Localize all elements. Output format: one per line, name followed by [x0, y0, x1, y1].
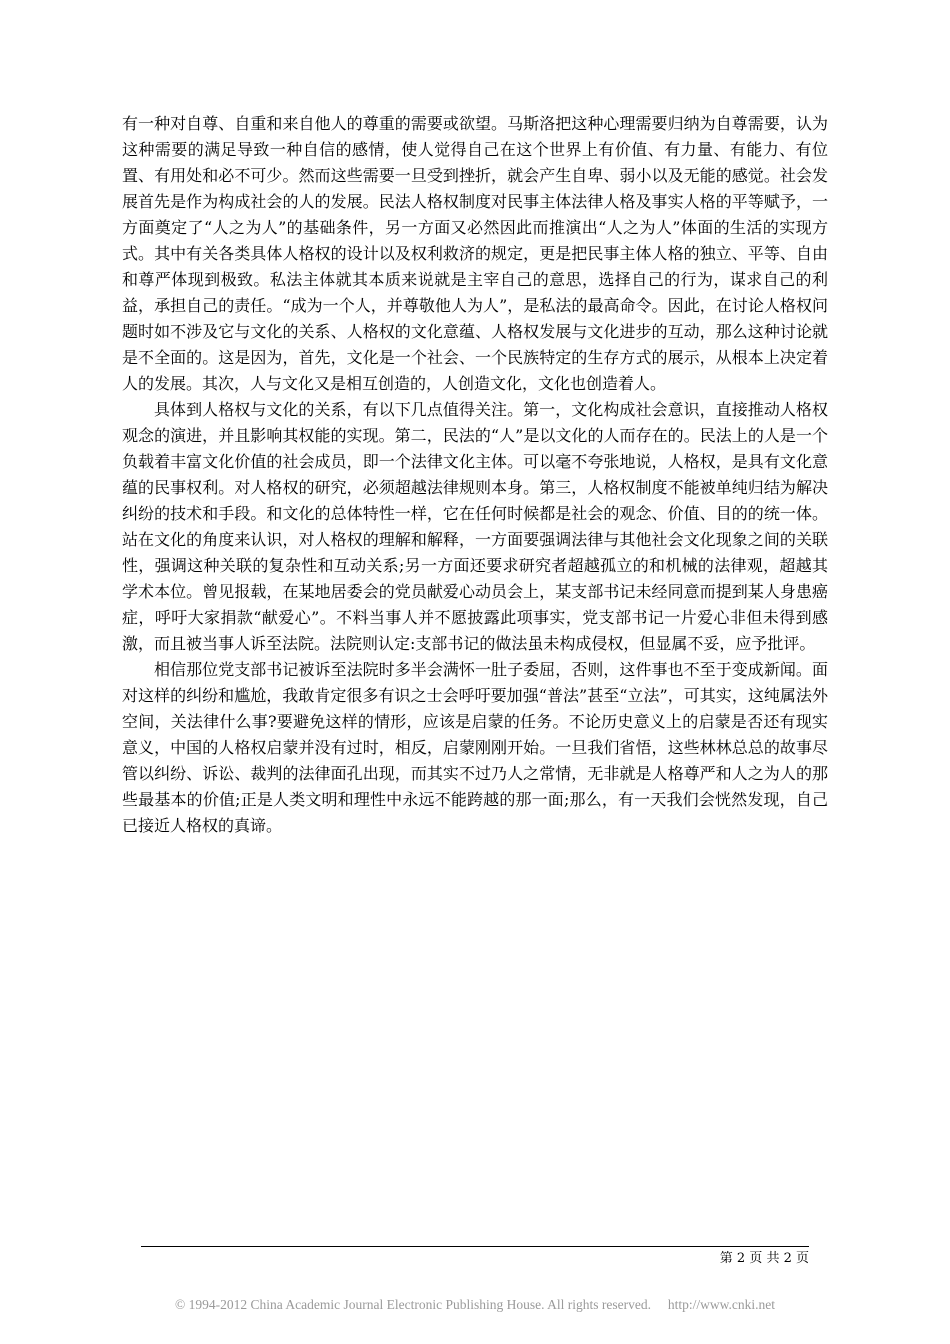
article-body — [122, 111, 828, 839]
paragraph-3: 相信那位党支部书记被诉至法院时多半会满怀一肚子委屈，否则，这件事也不至于变成新闻。面对这样的纠纷和尴尬，我敢肯定很多有识之士会呼吁要加强“普法”甚至“立法”，可其实，这纯属法外空间，关法律什么事?要避免这样的情形，应该是启蒙的任务。不论历史意义上的启蒙是否还有现实意义，中国的人格权启蒙并没有过时，相反，启蒙刚刚开始。一旦我们省悟，这些林林总总的故事尽管以纠纷、诉讼、裁判的法律面孔出现，而其实不过乃人之常情，无非就是人格尊严和人之为人的那些最基本的价值;正是人类文明和理性中永远不能跨越的那一面;那么，有一天我们会恍然发现，自己已接近人格权的真谛。 — [122, 660, 828, 835]
footer-divider — [141, 1246, 809, 1247]
paragraph-1: 有一种对自尊、自重和来自他人的尊重的需要或欲望。马斯洛把这种心理需要归纳为自尊需要，认为这种需要的满足导致一种自信的感情，使人觉得自己在这个世界上有价值、有力量、有能力、有位置、有用处和必不可少。然而这些需要一旦受到挫折，就会产生自卑、弱小以及无能的感觉。社会发展首先是作为构成社会的人的发展。民法人格权制度对民事主体法律人格及事实人格的平等赋予，一方面奠定了“人之为人”的基础条件，另一方面又必然因此而推演出“人之为人”体面的生活的实现方式。其中有关各类具体人格权的设计以及权利救济的规定，更是把民事主体人格的独立、平等、自由和尊严体现到极致。私法主体就其本质来说就是主宰自己的意思，选择自己的行为，谋求自己的利益，承担自己的责任。“成为一个人，并尊敬他人为人”，是私法的最高命令。因此，在讨论人格权问题时如不涉及它与文化的关系、人格权的文化意蕴、人格权发展与文化进步的互动，那么这种讨论就是不全面的。这是因为，首先，文化是一个社会、一个民族特定的生存方式的展示，从根本上决定着人的发展。其次，人与文化又是相互创造的，人创造文化，文化也创造着人。 — [122, 114, 828, 393]
page-number: 第 2 页 共 2 页 — [719, 1251, 809, 1266]
paragraph-2: 具体到人格权与文化的关系，有以下几点值得关注。第一，文化构成社会意识，直接推动人格权观念的演进，并且影响其权能的实现。第二，民法的“人”是以文化的人而存在的。民法上的人是一个负载着丰富文化价值的社会成员，即一个法律文化主体。可以毫不夸张地说，人格权，是具有文化意蕴的民事权利。对人格权的研究，必须超越法律规则本身。第三，人格权制度不能被单纯归结为解决纠纷的技术和手段。和文化的总体特性一样，它在任何时候都是社会的观念、价值、目的的统一体。站在文化的角度来认识，对人格权的理解和解释，一方面要强调法律与其他社会文化现象之间的关联性，强调这种关联的复杂性和互动关系;另一方面还要求研究者超越孤立的和机械的法律观，超越其学术本位。曾见报载，在某地居委会的党员献爱心动员会上，某支部书记未经同意而提到某人身患癌症，呼吁大家捐款“献爱心”。不料当事人并不愿披露此项事实，党支部书记一片爱心非但未得到感激，而且被当事人诉至法院。法院则认定:支部书记的做法虽未构成侵权，但显属不妥，应予批评。 — [122, 400, 828, 653]
copyright-notice: © 1994-2012 China Academic Journal Electronic Publishing House. All rights reserved. http://www.cnki.net — [175, 1297, 775, 1312]
